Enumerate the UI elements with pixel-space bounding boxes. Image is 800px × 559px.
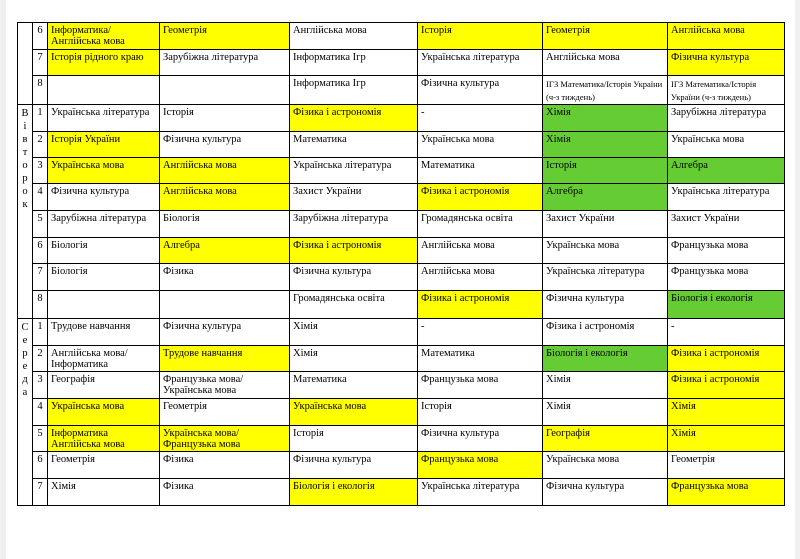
subject-cell: - xyxy=(418,105,543,132)
table-row xyxy=(18,238,785,264)
table-row xyxy=(18,105,785,132)
lesson-number: 6 xyxy=(33,452,48,479)
subject-cell: Англійська мова xyxy=(418,264,543,291)
subject-cell: Громадянська освіта xyxy=(290,291,418,319)
subject-cell: Українська мова xyxy=(418,132,543,158)
subject-cell: Захист України xyxy=(668,211,785,238)
subject-cell: Зарубіжна література xyxy=(668,105,785,132)
subject-cell: Французька мова xyxy=(418,372,543,399)
subject-cell: Фізична культура xyxy=(418,426,543,452)
lesson-number: 1 xyxy=(33,105,48,132)
subject-cell: Захист України xyxy=(543,211,668,238)
lesson-number: 6 xyxy=(33,23,48,50)
table-row xyxy=(18,50,785,76)
subject-cell: ІГЗ Математика/Історія України (ч-з тиждень) xyxy=(543,76,668,105)
subject-cell: Математика xyxy=(418,158,543,184)
table-row xyxy=(18,132,785,158)
subject-cell: Фізична культура xyxy=(290,264,418,291)
table-row xyxy=(18,426,785,452)
subject-cell: Історія xyxy=(418,399,543,426)
subject-cell: Громадянська освіта xyxy=(418,211,543,238)
subject-cell: Математика xyxy=(290,372,418,399)
subject-cell: Французька мова xyxy=(668,264,785,291)
subject-cell: Фізична культура xyxy=(543,479,668,506)
subject-cell: Англійська мова xyxy=(160,158,290,184)
subject-cell: Фізика і астрономія xyxy=(290,105,418,132)
subject-cell: Фізика і астрономія xyxy=(668,346,785,372)
subject-cell: Зарубіжна література xyxy=(48,211,160,238)
subject-cell: Фізична культура xyxy=(543,291,668,319)
subject-cell: Фізична культура xyxy=(290,452,418,479)
subject-cell: Українська література xyxy=(48,105,160,132)
subject-cell: Українська мова xyxy=(48,158,160,184)
subject-cell: Біологія xyxy=(48,238,160,264)
lesson-number: 7 xyxy=(33,479,48,506)
subject-cell: Англійська мова/ Інформатика xyxy=(48,346,160,372)
table-row xyxy=(18,346,785,372)
table-row xyxy=(18,479,785,506)
subject-cell: Історія xyxy=(160,105,290,132)
subject-cell: Історія xyxy=(418,23,543,50)
subject-cell: Трудове навчання xyxy=(160,346,290,372)
subject-cell: Хімія xyxy=(543,105,668,132)
subject-cell: Алгебра xyxy=(543,184,668,211)
subject-cell: - xyxy=(418,319,543,346)
table-row xyxy=(18,319,785,346)
subject-cell: Фізична культура xyxy=(48,184,160,211)
subject-cell: Французька мова xyxy=(668,479,785,506)
day-label-text: В і в т о р о к xyxy=(21,108,29,210)
subject-cell: Французька мова xyxy=(668,238,785,264)
table-row xyxy=(18,264,785,291)
subject-cell: Біологія і екологія xyxy=(290,479,418,506)
subject-cell: Математика xyxy=(418,346,543,372)
subject-cell: Фізика і астрономія xyxy=(290,238,418,264)
subject-cell: Алгебра xyxy=(160,238,290,264)
subject-cell: Хімія xyxy=(668,399,785,426)
subject-cell: Хімія xyxy=(48,479,160,506)
subject-cell: Біологія і екологія xyxy=(543,346,668,372)
subject-cell: Українська мова xyxy=(543,452,668,479)
subject-cell: Інформатика/ Англійська мова xyxy=(48,23,160,50)
lesson-number: 6 xyxy=(33,238,48,264)
subject-cell: Зарубіжна література xyxy=(290,211,418,238)
subject-cell xyxy=(48,76,160,105)
subject-cell: Українська література xyxy=(543,264,668,291)
subject-cell: Французька мова/ Українська мова xyxy=(160,372,290,399)
lesson-number: 2 xyxy=(33,346,48,372)
subject-cell: Інформатика Ігр xyxy=(290,76,418,105)
lesson-number: 8 xyxy=(33,76,48,105)
subject-cell: Геометрія xyxy=(668,452,785,479)
subject-cell: Українська література xyxy=(290,158,418,184)
subject-cell: Історія xyxy=(290,426,418,452)
subject-cell: Алгебра xyxy=(668,158,785,184)
table-row xyxy=(18,372,785,399)
subject-cell: Українська література xyxy=(668,184,785,211)
schedule-table xyxy=(17,22,785,506)
table-row xyxy=(18,158,785,184)
subject-cell: Англійська мова xyxy=(543,50,668,76)
subject-cell: Біологія xyxy=(160,211,290,238)
table-row xyxy=(18,23,785,50)
subject-cell: Біологія xyxy=(48,264,160,291)
subject-cell: Французька мова xyxy=(418,452,543,479)
subject-cell: Хімія xyxy=(543,132,668,158)
subject-cell: Фізика і астрономія xyxy=(418,184,543,211)
lesson-number: 5 xyxy=(33,211,48,238)
lesson-number: 7 xyxy=(33,264,48,291)
subject-cell: Фізика і астрономія xyxy=(418,291,543,319)
subject-cell: Українська мова xyxy=(543,238,668,264)
subject-cell: Інформатика Англійська мова xyxy=(48,426,160,452)
subject-cell: Геометрія xyxy=(160,23,290,50)
subject-cell: Українська мова/ Французька мова xyxy=(160,426,290,452)
subject-cell: Історія xyxy=(543,158,668,184)
subject-cell xyxy=(160,291,290,319)
subject-cell: Хімія xyxy=(668,426,785,452)
lesson-number: 3 xyxy=(33,158,48,184)
subject-cell: Фізика і астрономія xyxy=(543,319,668,346)
lesson-number: 7 xyxy=(33,50,48,76)
subject-cell: Фізична культура xyxy=(160,319,290,346)
subject-cell: Хімія xyxy=(290,346,418,372)
subject-cell xyxy=(160,76,290,105)
lesson-number: 5 xyxy=(33,426,48,452)
subject-cell: Геометрія xyxy=(48,452,160,479)
subject-cell: Фізична культура xyxy=(160,132,290,158)
subject-cell: Фізична культура xyxy=(668,50,785,76)
table-row xyxy=(18,291,785,319)
lesson-number: 4 xyxy=(33,184,48,211)
table-row xyxy=(18,184,785,211)
subject-cell: - xyxy=(668,319,785,346)
lesson-number: 3 xyxy=(33,372,48,399)
subject-cell: Зарубіжна література xyxy=(160,50,290,76)
subject-cell: Історія України xyxy=(48,132,160,158)
subject-cell: Географія xyxy=(48,372,160,399)
table-row xyxy=(18,399,785,426)
table-row xyxy=(18,211,785,238)
subject-cell: Історія рідного краю xyxy=(48,50,160,76)
lesson-number: 1 xyxy=(33,319,48,346)
subject-cell: Захист України xyxy=(290,184,418,211)
subject-cell: Фізична культура xyxy=(418,76,543,105)
subject-cell: Біологія і екологія xyxy=(668,291,785,319)
lesson-number: 8 xyxy=(33,291,48,319)
lesson-number: 2 xyxy=(33,132,48,158)
day-label-wed xyxy=(18,319,33,506)
subject-cell: ІГЗ Математика/Історія України (ч-з тиждень) xyxy=(668,76,785,105)
subject-cell: Трудове навчання xyxy=(48,319,160,346)
subject-cell: Математика xyxy=(290,132,418,158)
subject-cell: Англійська мова xyxy=(668,23,785,50)
subject-cell: Українська література xyxy=(418,50,543,76)
subject-cell: Фізика і астрономія xyxy=(668,372,785,399)
day-label-text: С е р е д а xyxy=(21,322,29,398)
subject-cell: Геометрія xyxy=(543,23,668,50)
subject-cell: Українська мова xyxy=(668,132,785,158)
lesson-number: 4 xyxy=(33,399,48,426)
subject-cell: Інформатика Ігр xyxy=(290,50,418,76)
subject-cell: Англійська мова xyxy=(160,184,290,211)
subject-cell: Українська література xyxy=(418,479,543,506)
day-label-tue xyxy=(18,105,33,319)
subject-cell: Фізика xyxy=(160,264,290,291)
table-row xyxy=(18,76,785,105)
subject-cell xyxy=(48,291,160,319)
subject-cell: Хімія xyxy=(290,319,418,346)
subject-cell: Хімія xyxy=(543,372,668,399)
subject-cell: Геометрія xyxy=(160,399,290,426)
table-row xyxy=(18,452,785,479)
subject-cell: Англійська мова xyxy=(418,238,543,264)
subject-cell: Географія xyxy=(543,426,668,452)
subject-cell: Англійська мова xyxy=(290,23,418,50)
subject-cell: Фізика xyxy=(160,479,290,506)
day-cell-prev xyxy=(18,23,33,105)
subject-cell: Фізика xyxy=(160,452,290,479)
subject-cell: Хімія xyxy=(543,399,668,426)
subject-cell: Українська мова xyxy=(290,399,418,426)
subject-cell: Українська мова xyxy=(48,399,160,426)
